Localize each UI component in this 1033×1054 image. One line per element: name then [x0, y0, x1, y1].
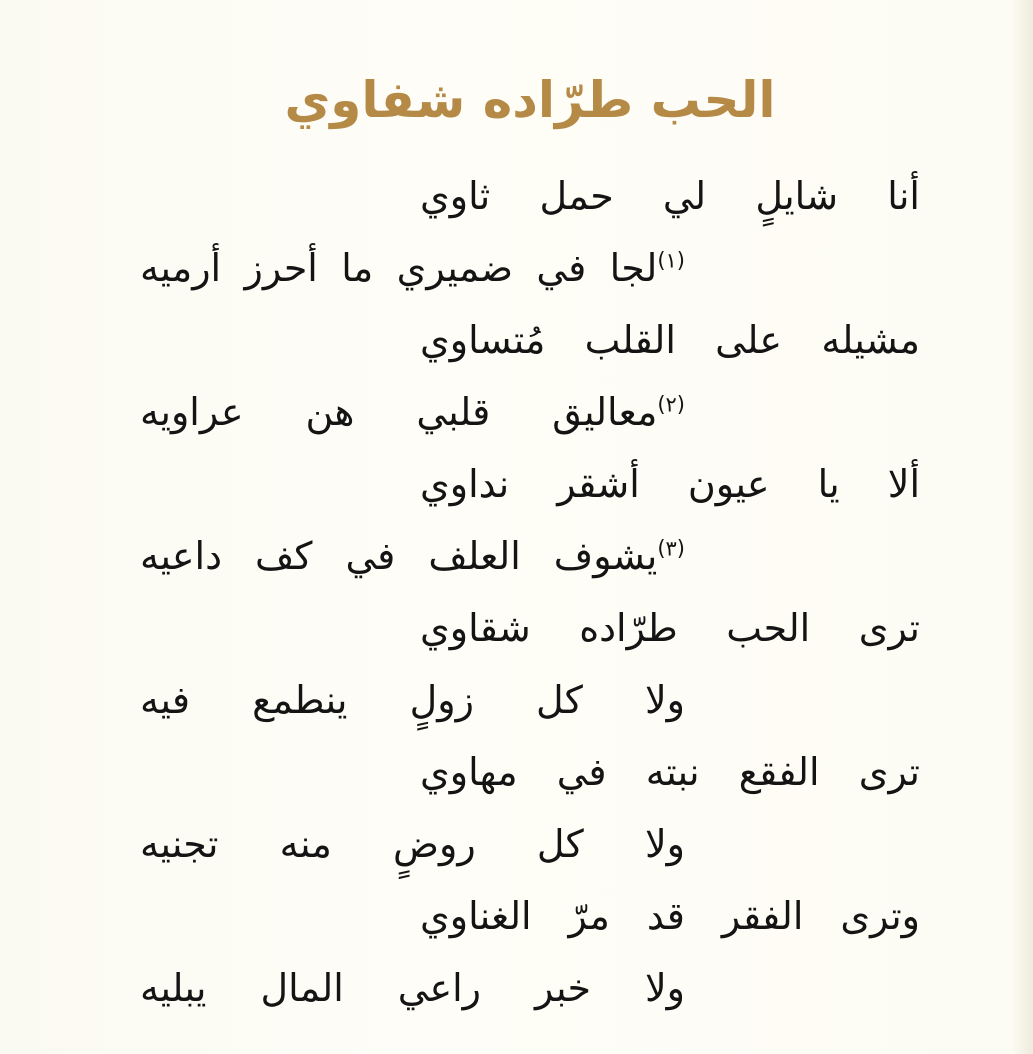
verse-4-first-half: ترى الحب طرّاده شقاوي [420, 606, 920, 650]
poem-body [140, 160, 920, 1020]
verse-6-first-half: وترى الفقر قد مرّ الغناوي [420, 894, 920, 938]
verse-5-second-half: ولا كل روضٍ منه تجنيه [140, 822, 685, 866]
verse-5-first-half: ترى الفقع نبته في مهاوي [420, 750, 920, 794]
verse-4-second-half: ولا كل زولٍ ينطمع فيه [140, 678, 685, 722]
footnote-marker-2: (٢) [657, 392, 685, 417]
verse-2-first-half: مشيله على القلب مُتساوي [420, 318, 920, 362]
footnote-marker-3: (٣) [657, 536, 685, 561]
verse-3-second-text: يشوف العلف في كف داعيه [140, 534, 658, 578]
verse-1-first-half: أنا شايلٍ لي حمل ثاوي [420, 174, 920, 218]
footnote-marker-1: (١) [657, 248, 685, 273]
verse-2-second-half [140, 376, 685, 448]
verse-3-second-half [140, 520, 685, 592]
verse-2-second-text: معاليق قلبي هن عراويه [140, 390, 658, 434]
verse-6-second-half: ولا خبر راعي المال يبليه [140, 966, 685, 1010]
page-edge-shadow [1011, 0, 1033, 1054]
verse-1-second-text: لجا في ضميري ما أحرز أرميه [140, 246, 658, 290]
verse-1-second-half [140, 232, 685, 304]
poem-title: الحب طرّاده شفاوي [284, 71, 776, 129]
verse-3-first-half: ألا يا عيون أشقر نداوي [420, 462, 920, 506]
